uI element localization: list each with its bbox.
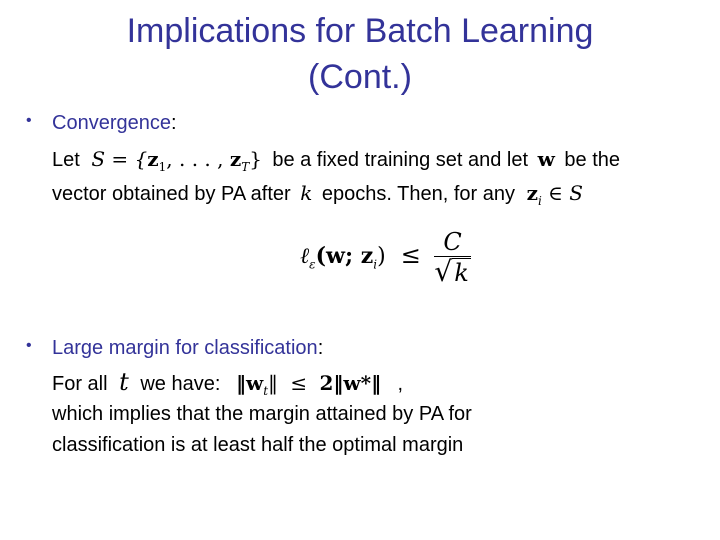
- fraction-denominator: [434, 254, 470, 288]
- large-margin-heading-colon: :: [317, 337, 324, 359]
- k-symbol: k: [300, 181, 313, 205]
- convergence-line-1: [52, 146, 620, 180]
- convergence-line-2: [52, 180, 583, 214]
- formula-args: (w; z: [315, 243, 374, 269]
- let-text: Let: [52, 149, 80, 171]
- ineq-lhs-close: ‖: [268, 371, 279, 395]
- w-symbol: w: [537, 147, 555, 171]
- bullet-convergence: •: [26, 112, 32, 129]
- ineq-rhs: 2‖w*‖: [319, 371, 382, 395]
- set-lhs: S = {: [91, 147, 148, 171]
- large-margin-heading-text: Large margin for classification: [52, 337, 318, 359]
- ineq-leq: ≤: [290, 371, 308, 395]
- formula-ell: ℓ: [300, 244, 310, 269]
- large-margin-line-2: which implies that the margin attained by PA for: [52, 403, 472, 425]
- we-have-text: we have:: [140, 373, 221, 395]
- ineq-lhs: ‖w: [235, 371, 264, 395]
- t-symbol: t: [119, 368, 129, 396]
- zi-sub: i: [537, 194, 542, 208]
- margin-inequality: [235, 371, 387, 398]
- line2-mid-text: epochs. Then, for any: [321, 183, 516, 205]
- ineq-comma: ,: [397, 373, 404, 395]
- zi-z: z: [526, 181, 538, 205]
- sqrt-sign: √: [434, 254, 453, 288]
- line1-mid-text: be a fixed training set and let: [272, 149, 529, 171]
- formula-lhs: [300, 243, 393, 272]
- line2-prefix-text: vector obtained by PA after: [52, 183, 291, 205]
- be-the-text: be the: [564, 149, 621, 171]
- title-line-1: Implications for Batch Learning: [126, 12, 594, 50]
- convergence-heading-text: Convergence: [52, 112, 171, 134]
- formula-leq: ≤: [400, 241, 421, 269]
- formula-close: ): [377, 244, 386, 269]
- zi-in-s-expr: [526, 181, 584, 208]
- ineq-t-sub: t: [263, 384, 269, 398]
- set-ellipsis: , . . . ,: [166, 147, 230, 171]
- convergence-heading: [52, 110, 177, 136]
- set-zT: z: [229, 147, 242, 171]
- large-margin-line-3: classification is at least half the optimal margin: [52, 434, 464, 456]
- formula-fraction: [434, 228, 470, 288]
- zi-in-s: ∈ S: [548, 181, 584, 205]
- training-set-expr: [91, 147, 268, 174]
- title-line-2: (Cont.): [308, 58, 412, 96]
- for-all-text: For all: [52, 373, 108, 395]
- slide-title: [0, 8, 720, 100]
- large-margin-heading: [52, 335, 323, 361]
- set-close: }: [249, 147, 262, 171]
- set-z1: z: [147, 147, 159, 171]
- convergence-formula: [300, 224, 471, 286]
- set-zT-sub: T: [241, 160, 250, 174]
- large-margin-line-1: [52, 369, 403, 404]
- set-z1-sub: 1: [158, 160, 167, 174]
- formula-eps: ε: [309, 257, 316, 272]
- sqrt-arg: k: [454, 258, 469, 287]
- formula-i-sub: i: [373, 257, 378, 272]
- convergence-heading-colon: :: [170, 112, 177, 134]
- fraction-numerator: C: [443, 227, 462, 256]
- bullet-large-margin: •: [26, 337, 32, 354]
